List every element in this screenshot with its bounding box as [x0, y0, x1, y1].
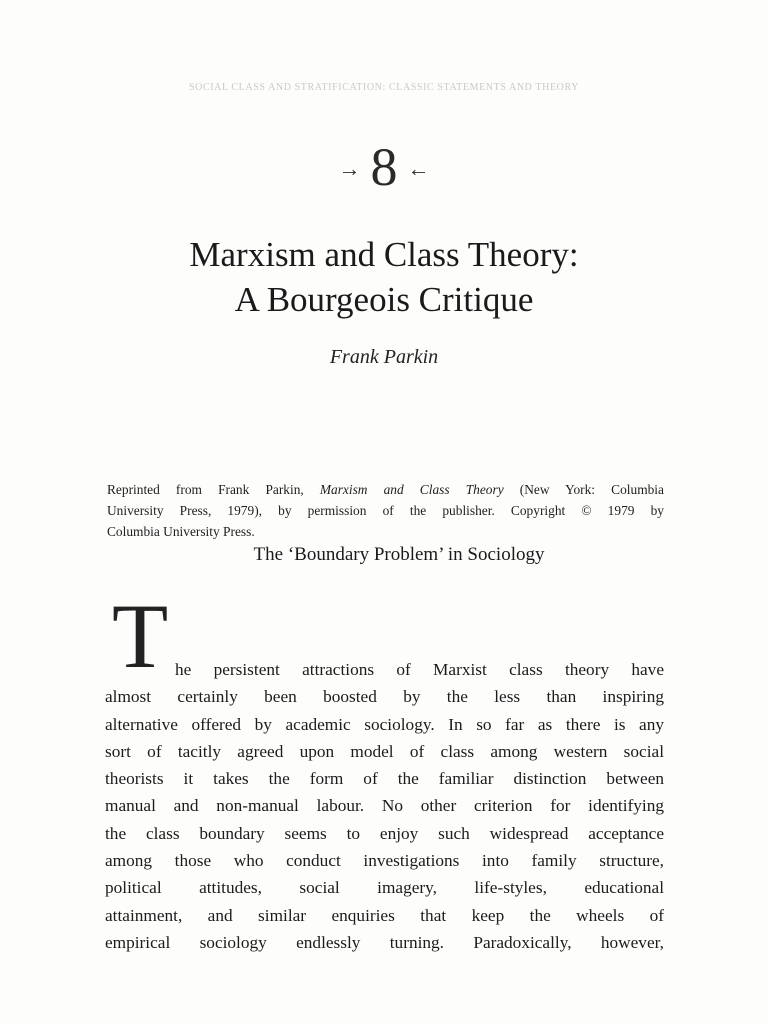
left-arrow-ornament-icon: ← [407, 155, 430, 181]
body-line: political attitudes, social imagery, life-styles, educational [105, 878, 664, 898]
reprint-book-title: Marxism and Class Theory [319, 482, 504, 497]
chapter-number: 8 [370, 137, 398, 197]
body-line: manual and non-manual labour. No other criterion for identifying [105, 796, 664, 816]
body-line: sort of tacitly agreed upon model of class among western social [105, 741, 664, 761]
chapter-title-line-1: Marxism and Class Theory: [189, 235, 579, 274]
reprint-note-line-3: Columbia University Press. [107, 524, 255, 539]
body-line: alternative offered by academic sociology. In so far as there is any [105, 714, 664, 734]
reprint-note-line-1 [107, 479, 664, 500]
body-line: theorists it takes the form of the familiar distinction between [105, 769, 664, 789]
reprint-note-line-2: University Press, 1979), by permission of the publisher. Copyright © 1979 by [107, 503, 664, 518]
reprint-text: (New York: Columbia [503, 482, 664, 497]
right-arrow-ornament-icon: → [338, 155, 361, 181]
reprint-text: Reprinted from Frank Parkin, [107, 482, 320, 497]
body-line: among those who conduct investigations into family structure, [105, 851, 664, 871]
running-head: SOCIAL CLASS AND STRATIFICATION: CLASSIC STATEMENTS AND THEORY [188, 82, 580, 93]
body-paragraph [105, 656, 664, 956]
chapter-title [0, 232, 768, 322]
body-line: attainment, and similar enquiries that keep the wheels of [105, 905, 664, 925]
body-line: almost certainly been boosted by the less than inspiring [105, 687, 664, 707]
section-heading: The ‘Boundary Problem’ in Sociology [253, 544, 545, 565]
chapter-number-block [0, 132, 768, 208]
body-line: empirical sociology endlessly turning. Paradoxically, however, [105, 932, 664, 952]
body-line: the class boundary seems to enjoy such widespread acceptance [105, 823, 664, 843]
reprint-note [107, 479, 664, 542]
author-name: Frank Parkin [329, 346, 439, 368]
body-line: he persistent attractions of Marxist class theory have [175, 660, 664, 679]
chapter-title-line-2: A Bourgeois Critique [234, 280, 534, 319]
drop-cap: T [112, 585, 169, 687]
